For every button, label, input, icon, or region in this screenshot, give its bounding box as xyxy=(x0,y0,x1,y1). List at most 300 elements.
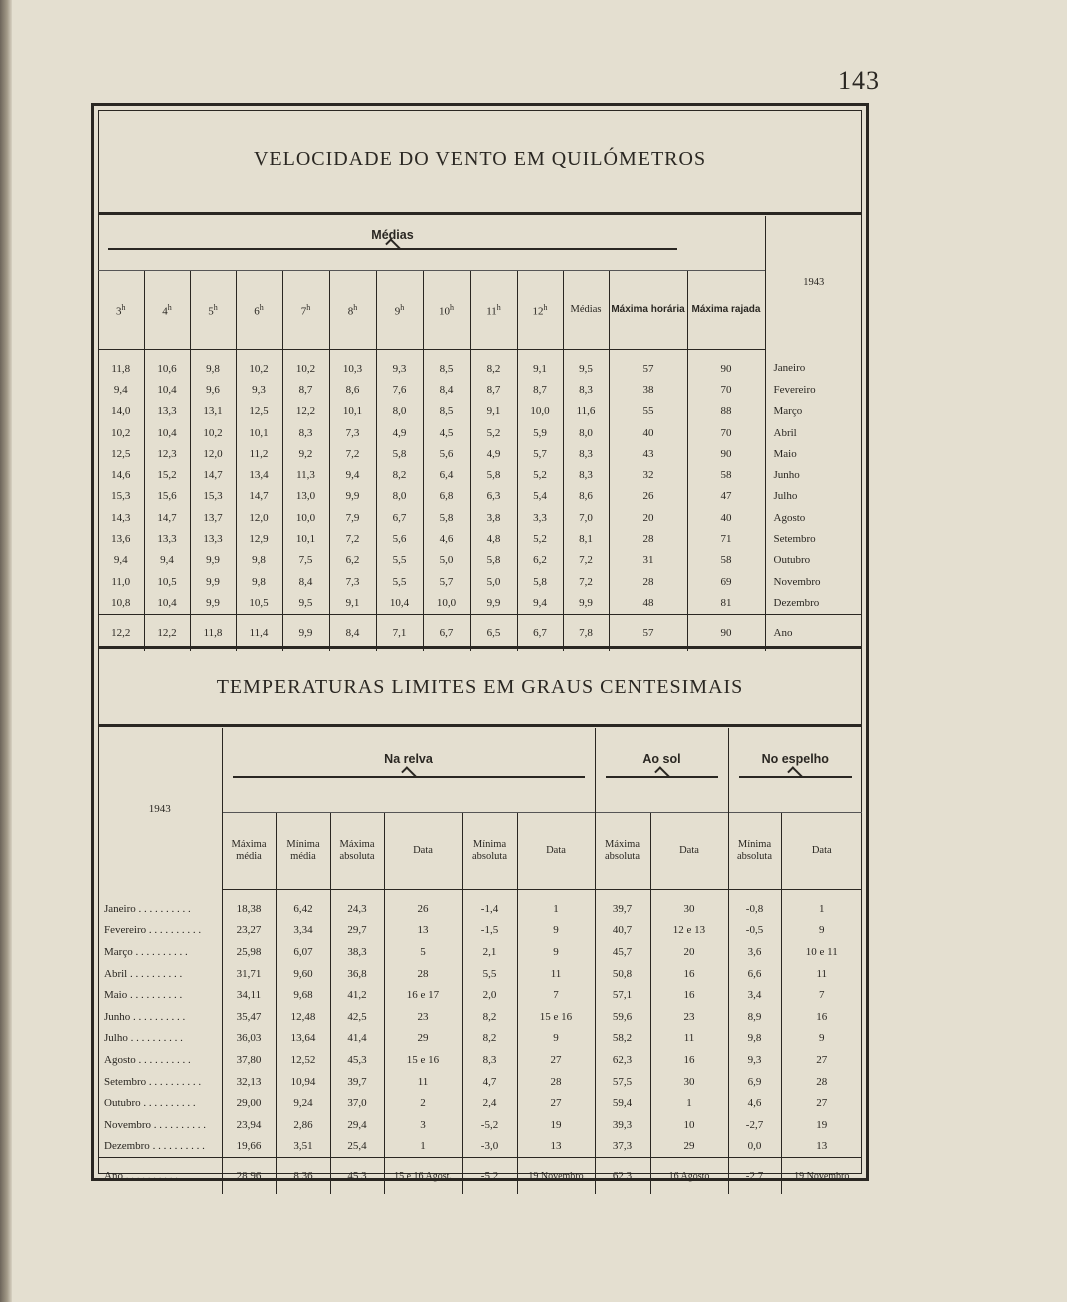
temp-cell: -5,2 xyxy=(462,1114,517,1136)
wind-cell: 4,9 xyxy=(376,422,423,443)
wind-cell: 13,3 xyxy=(144,401,190,422)
wind-cell: 7,5 xyxy=(282,550,329,571)
temp-cell: 18,38 xyxy=(222,890,276,920)
wind-cell: 5,7 xyxy=(423,571,470,592)
wind-cell: 12,2 xyxy=(144,614,190,651)
temp-cell: 25,98 xyxy=(222,941,276,963)
wind-cell: 6,7 xyxy=(376,507,423,528)
temp-cell: 41,4 xyxy=(330,1028,384,1050)
wind-cell: 9,1 xyxy=(470,401,517,422)
temp-cell: 9,8 xyxy=(728,1028,781,1050)
wind-cell: 9,3 xyxy=(236,379,282,400)
wind-cell: 15,3 xyxy=(190,486,236,507)
wind-cell: 90 xyxy=(687,443,765,464)
wind-cell: 9,4 xyxy=(144,550,190,571)
wind-cell: 6,5 xyxy=(470,614,517,651)
wind-month-label: Maio xyxy=(765,443,862,464)
temp-group-espelho-brace xyxy=(739,776,853,786)
temp-cell: 1 xyxy=(384,1136,462,1158)
wind-cell: 81 xyxy=(687,592,765,614)
wind-hour-header: 7$^h$ xyxy=(282,271,329,350)
wind-cell: 5,7 xyxy=(517,443,563,464)
temp-cell: 16 xyxy=(650,963,728,985)
wind-month-row xyxy=(98,464,862,485)
temp-cell: 12 e 13 xyxy=(650,920,728,942)
temp-cell: 9 xyxy=(781,920,862,942)
temp-cell: 45,3 xyxy=(330,1049,384,1071)
wind-cell: 7,3 xyxy=(329,571,376,592)
wind-hour-header: 3$^h$ xyxy=(98,271,144,350)
wind-month-row xyxy=(98,528,862,549)
temp-cell: 10 xyxy=(650,1114,728,1136)
temp-month-label: Maio . . . xyxy=(98,984,222,1006)
wind-cell: 7,9 xyxy=(329,507,376,528)
wind-cell: 7,0 xyxy=(563,507,609,528)
wind-cell: 13,3 xyxy=(144,528,190,549)
wind-hour-header: 10$^h$ xyxy=(423,271,470,350)
temp-month-row xyxy=(98,963,862,985)
wind-cell: 7,2 xyxy=(563,571,609,592)
wind-cell: 5,2 xyxy=(517,464,563,485)
temp-cell: 36,8 xyxy=(330,963,384,985)
temp-cell: 4,6 xyxy=(728,1092,781,1114)
wind-cell: 8,0 xyxy=(563,422,609,443)
wind-hour-header: 11$^h$ xyxy=(470,271,517,350)
wind-cell: 10,3 xyxy=(329,350,376,380)
temp-cell: 23,94 xyxy=(222,1114,276,1136)
wind-month-label: Fevereiro xyxy=(765,379,862,400)
temp-cell: 9 xyxy=(517,1028,595,1050)
temp-cell: 23 xyxy=(384,1006,462,1028)
wind-month-row xyxy=(98,486,862,507)
wind-cell: 14,7 xyxy=(144,507,190,528)
wind-cell: 5,8 xyxy=(376,443,423,464)
temp-month-label: Fevereiro . . . xyxy=(98,920,222,942)
wind-cell: 70 xyxy=(687,379,765,400)
temp-cell: 9,60 xyxy=(276,963,330,985)
temp-group-espelho xyxy=(728,728,862,813)
wind-cell: 7,6 xyxy=(376,379,423,400)
temp-cell: 39,7 xyxy=(330,1071,384,1093)
wind-cell: 12,3 xyxy=(144,443,190,464)
temp-cell: 9,68 xyxy=(276,984,330,1006)
temp-cell: 8,2 xyxy=(462,1028,517,1050)
wind-cell: 9,4 xyxy=(113,554,128,567)
wind-month-label: Setembro xyxy=(765,528,862,549)
wind-speed-table xyxy=(98,216,862,651)
wind-cell: 9,1 xyxy=(329,592,376,614)
wind-cell: 9,6 xyxy=(190,379,236,400)
wind-month-row xyxy=(98,350,862,380)
wind-hour-header: 9$^h$ xyxy=(376,271,423,350)
wind-cell: 12,0 xyxy=(236,507,282,528)
wind-cell: 9,9 xyxy=(190,550,236,571)
wind-group-medias-label: Médias xyxy=(371,228,414,242)
wind-cell: 9,9 xyxy=(329,486,376,507)
temp-cell: 1 xyxy=(517,890,595,920)
temp-cell: 9 xyxy=(517,920,595,942)
temp-cell: 3,34 xyxy=(276,920,330,942)
wind-cell: 15,6 xyxy=(144,486,190,507)
temp-cell: 29,7 xyxy=(330,920,384,942)
wind-hour-header: 6$^h$ xyxy=(236,271,282,350)
temp-cell: 13 xyxy=(384,920,462,942)
temp-cell: 0,0 xyxy=(728,1136,781,1158)
wind-cell: 9,9 xyxy=(190,571,236,592)
wind-cell: 8,3 xyxy=(563,379,609,400)
wind-cell: 9,8 xyxy=(236,550,282,571)
temp-month-row xyxy=(98,920,862,942)
temp-cell: 8,36 xyxy=(276,1158,330,1195)
wind-cell: 5,6 xyxy=(423,443,470,464)
wind-cell: 9,9 xyxy=(563,592,609,614)
wind-cell: 5,4 xyxy=(517,486,563,507)
temp-cell: 16 xyxy=(781,1006,862,1028)
temp-cell: 19 Novembro xyxy=(781,1158,862,1195)
temp-cell: 4,7 xyxy=(462,1071,517,1093)
wind-month-row xyxy=(98,379,862,400)
temp-cell: 30 xyxy=(650,890,728,920)
temp-cell: 36,03 xyxy=(222,1028,276,1050)
temp-cell: 29,00 xyxy=(222,1092,276,1114)
wind-cell: 6,2 xyxy=(329,550,376,571)
temp-cell: 45,3 xyxy=(330,1158,384,1195)
wind-cell: 13,3 xyxy=(190,528,236,549)
wind-cell: 58 xyxy=(687,550,765,571)
wind-cell: 12,9 xyxy=(236,528,282,549)
wind-cell: 3,8 xyxy=(470,507,517,528)
wind-cell: 28 xyxy=(609,528,687,549)
temp-cell: 23 xyxy=(650,1006,728,1028)
wind-cell: 8,4 xyxy=(282,571,329,592)
temp-month-row xyxy=(98,1114,862,1136)
temp-cell: 42,5 xyxy=(330,1006,384,1028)
wind-cell: 10,1 xyxy=(329,401,376,422)
wind-month-label: Junho xyxy=(765,464,862,485)
wind-cell: 10,4 xyxy=(144,422,190,443)
temp-month-row xyxy=(98,1028,862,1050)
temp-cell: 1 xyxy=(781,890,862,920)
wind-cell: 47 xyxy=(687,486,765,507)
temp-cell: 13 xyxy=(517,1136,595,1158)
wind-cell: 26 xyxy=(609,486,687,507)
temp-cell: 62,3 xyxy=(595,1049,650,1071)
temp-cell: 8,2 xyxy=(462,1006,517,1028)
temp-cell: 8,3 xyxy=(462,1049,517,1071)
temp-cell: 2,4 xyxy=(462,1092,517,1114)
wind-cell: 13,4 xyxy=(236,464,282,485)
temp-cell: 16 Agosto xyxy=(650,1158,728,1195)
temp-cell: 7 xyxy=(517,984,595,1006)
wind-month-label: Abril xyxy=(765,422,862,443)
temp-cell: 28 xyxy=(781,1071,862,1093)
wind-medias-header: Médias xyxy=(563,271,609,350)
temp-cell: 35,47 xyxy=(222,1006,276,1028)
temp-cell: 34,11 xyxy=(222,984,276,1006)
temp-cell: 15 e 16 xyxy=(517,1006,595,1028)
temp-cell: 28 xyxy=(517,1071,595,1093)
wind-cell: 32 xyxy=(609,464,687,485)
temp-cell: 10 e 11 xyxy=(781,941,862,963)
wind-cell: 12,2 xyxy=(98,614,144,651)
wind-cell: 8,2 xyxy=(376,464,423,485)
wind-cell: 15,2 xyxy=(144,464,190,485)
temp-month-label: Setembro . . . xyxy=(98,1071,222,1093)
temp-cell: 39,7 xyxy=(595,890,650,920)
temp-cell: 41,2 xyxy=(330,984,384,1006)
wind-cell: 8,2 xyxy=(470,350,517,380)
temp-group-relva xyxy=(222,728,595,813)
temp-month-row xyxy=(98,1049,862,1071)
wind-cell: 40 xyxy=(687,507,765,528)
temp-month-label: Junho . . . xyxy=(98,1006,222,1028)
temp-group-relva-brace xyxy=(233,776,585,786)
wind-month-label: Julho xyxy=(765,486,862,507)
temp-cell: -0,8 xyxy=(728,890,781,920)
wind-cell: 9,4 xyxy=(113,383,128,396)
temp-cell: 19 xyxy=(781,1114,862,1136)
wind-cell: 9,8 xyxy=(236,571,282,592)
wind-month-row xyxy=(98,443,862,464)
temp-cell: 7 xyxy=(781,984,862,1006)
temp-group-sol-brace xyxy=(606,776,718,786)
wind-cell: 9,9 xyxy=(470,592,517,614)
wind-cell: 90 xyxy=(687,614,765,651)
wind-cell: 8,4 xyxy=(329,614,376,651)
temp-month-row xyxy=(98,1092,862,1114)
wind-cell: 10,5 xyxy=(144,571,190,592)
wind-cell: 5,5 xyxy=(376,550,423,571)
wind-cell: 8,5 xyxy=(423,350,470,380)
temp-cell: 29,4 xyxy=(330,1114,384,1136)
wind-cell: 38 xyxy=(609,379,687,400)
wind-month-label: Março xyxy=(765,401,862,422)
wind-cell: 88 xyxy=(687,401,765,422)
wind-cell: 5,9 xyxy=(517,422,563,443)
temp-section-title: TEMPERATURAS LIMITES EM GRAUS CENTESIMAIS xyxy=(216,676,744,698)
temp-cell: 10,94 xyxy=(276,1071,330,1093)
wind-cell: 6,4 xyxy=(423,464,470,485)
wind-month-row xyxy=(98,507,862,528)
temp-cell: 57,1 xyxy=(595,984,650,1006)
wind-cell: 8,0 xyxy=(376,486,423,507)
temp-cell: 39,3 xyxy=(595,1114,650,1136)
temp-cell: 16 xyxy=(650,1049,728,1071)
wind-cell: 28 xyxy=(609,571,687,592)
wind-cell: 9,4 xyxy=(517,592,563,614)
temp-cell: -5,2 xyxy=(462,1158,517,1195)
wind-cell: 10,0 xyxy=(282,507,329,528)
wind-cell: 58 xyxy=(687,464,765,485)
wind-cell: 55 xyxy=(609,401,687,422)
temp-month-row xyxy=(98,941,862,963)
temp-espelho-min-absoluta-header: Mínima absoluta xyxy=(728,813,781,890)
wind-section-title: VELOCIDADE DO VENTO EM QUILÓMETROS xyxy=(253,148,707,170)
temp-cell: 50,8 xyxy=(595,963,650,985)
wind-cell: 8,5 xyxy=(423,401,470,422)
temp-cell: 29 xyxy=(650,1136,728,1158)
wind-cell: 13,6 xyxy=(111,533,131,546)
wind-cell: 12,2 xyxy=(282,401,329,422)
wind-cell: 5,0 xyxy=(470,571,517,592)
wind-cell: 8,3 xyxy=(282,422,329,443)
temp-cell: 9 xyxy=(517,941,595,963)
temp-cell: 2,86 xyxy=(276,1114,330,1136)
wind-cell: 5,6 xyxy=(376,528,423,549)
temp-cell: 2 xyxy=(384,1092,462,1114)
temperature-limits-table xyxy=(98,728,862,1194)
temp-cell: 28 xyxy=(384,963,462,985)
wind-cell: 6,2 xyxy=(517,550,563,571)
temp-cell: 27 xyxy=(517,1092,595,1114)
wind-cell: 10,0 xyxy=(517,401,563,422)
temp-cell: 6,6 xyxy=(728,963,781,985)
wind-cell: 9,9 xyxy=(190,592,236,614)
temp-month-row xyxy=(98,984,862,1006)
temp-cell: -0,5 xyxy=(728,920,781,942)
temp-cell: 37,3 xyxy=(595,1136,650,1158)
wind-max-horaria-header: Máxima horária xyxy=(609,271,687,350)
temp-cell: 2,0 xyxy=(462,984,517,1006)
temp-cell: 2,1 xyxy=(462,941,517,963)
temp-cell: 11 xyxy=(384,1071,462,1093)
wind-cell: 9,4 xyxy=(329,464,376,485)
wind-cell: 8,1 xyxy=(563,528,609,549)
temp-month-label: Agosto . . . xyxy=(98,1049,222,1071)
wind-cell: 6,7 xyxy=(517,614,563,651)
wind-cell: 40 xyxy=(609,422,687,443)
temp-relva-min-absoluta-header: Mínima absoluta xyxy=(462,813,517,890)
wind-cell: 9,9 xyxy=(282,614,329,651)
temp-year-header: 1943 xyxy=(148,802,171,815)
temp-cell: 16 e 17 xyxy=(384,984,462,1006)
wind-cell: 9,5 xyxy=(282,592,329,614)
wind-cell: 8,7 xyxy=(470,379,517,400)
temp-cell: -3,0 xyxy=(462,1136,517,1158)
wind-cell: 11,4 xyxy=(236,614,282,651)
temp-group-relva-label: Na relva xyxy=(384,752,433,766)
wind-cell: 10,1 xyxy=(282,528,329,549)
wind-cell: 7,2 xyxy=(329,528,376,549)
wind-header-row xyxy=(98,271,862,350)
temp-cell: 19,66 xyxy=(222,1136,276,1158)
wind-cell: 7,2 xyxy=(329,443,376,464)
temp-cell: 12,52 xyxy=(276,1049,330,1071)
wind-month-row xyxy=(98,550,862,571)
temp-cell: 15 e 16 Agost. xyxy=(384,1158,462,1195)
temp-cell: -1,4 xyxy=(462,890,517,920)
temp-cell: 24,3 xyxy=(330,890,384,920)
wind-cell: 5,5 xyxy=(376,571,423,592)
wind-cell: 3,3 xyxy=(517,507,563,528)
temp-cell: 28,96 xyxy=(222,1158,276,1195)
wind-cell: 13,7 xyxy=(190,507,236,528)
temp-cell: -2,7 xyxy=(728,1158,781,1195)
book-spine-shadow xyxy=(0,0,12,1302)
wind-cell: 10,4 xyxy=(144,592,190,614)
wind-cell: 8,3 xyxy=(563,464,609,485)
wind-cell: 20 xyxy=(609,507,687,528)
temp-month-label: Outubro . . . xyxy=(98,1092,222,1114)
wind-title-rule xyxy=(98,212,862,215)
wind-cell: 8,6 xyxy=(563,486,609,507)
wind-cell: 14,7 xyxy=(236,486,282,507)
temp-cell: 6,42 xyxy=(276,890,330,920)
temp-cell: 31,71 xyxy=(222,963,276,985)
temp-cell: 23,27 xyxy=(222,920,276,942)
page-number: 143 xyxy=(838,66,880,95)
wind-cell: 15,3 xyxy=(111,490,131,503)
wind-cell: 4,8 xyxy=(470,528,517,549)
temp-cell: 13,64 xyxy=(276,1028,330,1050)
temp-cell: 1 xyxy=(650,1092,728,1114)
wind-cell: 10,4 xyxy=(144,379,190,400)
wind-group-medias xyxy=(98,216,687,271)
wind-cell: 6,3 xyxy=(470,486,517,507)
temp-cell: 27 xyxy=(517,1049,595,1071)
wind-cell: 11,8 xyxy=(111,362,131,375)
wind-cell: 5,8 xyxy=(517,571,563,592)
temp-sol-data-header: Data xyxy=(650,813,728,890)
temp-cell: 59,4 xyxy=(595,1092,650,1114)
temp-cell: 9,3 xyxy=(728,1049,781,1071)
temp-cell: 57,5 xyxy=(595,1071,650,1093)
temp-table-body xyxy=(98,890,862,1195)
temp-group-espelho-label: No espelho xyxy=(761,752,829,766)
temp-cell: -2,7 xyxy=(728,1114,781,1136)
temp-month-label: Ano . . . xyxy=(98,1158,222,1195)
wind-cell: 10,2 xyxy=(111,426,131,439)
wind-cell: 11,2 xyxy=(236,443,282,464)
temp-cell: 37,80 xyxy=(222,1049,276,1071)
wind-cell: 10,6 xyxy=(144,350,190,380)
wind-cell: 4,5 xyxy=(423,422,470,443)
temp-top-rule xyxy=(98,646,862,649)
temp-cell: 3 xyxy=(384,1114,462,1136)
wind-table-body xyxy=(98,350,862,651)
wind-max-rajada-header: Máxima rajada xyxy=(687,271,765,350)
temp-month-label: Abril . . . xyxy=(98,963,222,985)
wind-hour-header: 4$^h$ xyxy=(144,271,190,350)
temp-relva-max-absoluta-header: Máxima absoluta xyxy=(330,813,384,890)
wind-cell: 5,2 xyxy=(470,422,517,443)
temp-cell: 8,9 xyxy=(728,1006,781,1028)
temp-cell: 58,2 xyxy=(595,1028,650,1050)
wind-cell: 10,4 xyxy=(376,592,423,614)
temp-month-label: Julho . . . xyxy=(98,1028,222,1050)
wind-group-brace xyxy=(108,248,677,258)
wind-cell: 14,7 xyxy=(190,464,236,485)
wind-cell: 10,2 xyxy=(282,350,329,380)
wind-cell: 8,3 xyxy=(563,443,609,464)
wind-cell: 4,6 xyxy=(423,528,470,549)
wind-cell: 90 xyxy=(687,350,765,380)
temp-cell: 19 Novembro xyxy=(517,1158,595,1195)
wind-month-label: Ano xyxy=(765,614,862,651)
temp-annual-row xyxy=(98,1158,862,1195)
temp-cell: 59,6 xyxy=(595,1006,650,1028)
wind-month-label: Novembro xyxy=(765,571,862,592)
wind-cell: 12,5 xyxy=(236,401,282,422)
wind-cell: 9,8 xyxy=(190,350,236,380)
temp-relva-max-data-header: Data xyxy=(384,813,462,890)
wind-month-label: Dezembro xyxy=(765,592,862,614)
wind-cell: 7,8 xyxy=(563,614,609,651)
temp-relva-min-media-header: Mínima média xyxy=(276,813,330,890)
wind-month-row xyxy=(98,401,862,422)
wind-month-label: Agosto xyxy=(765,507,862,528)
temp-cell: 25,4 xyxy=(330,1136,384,1158)
